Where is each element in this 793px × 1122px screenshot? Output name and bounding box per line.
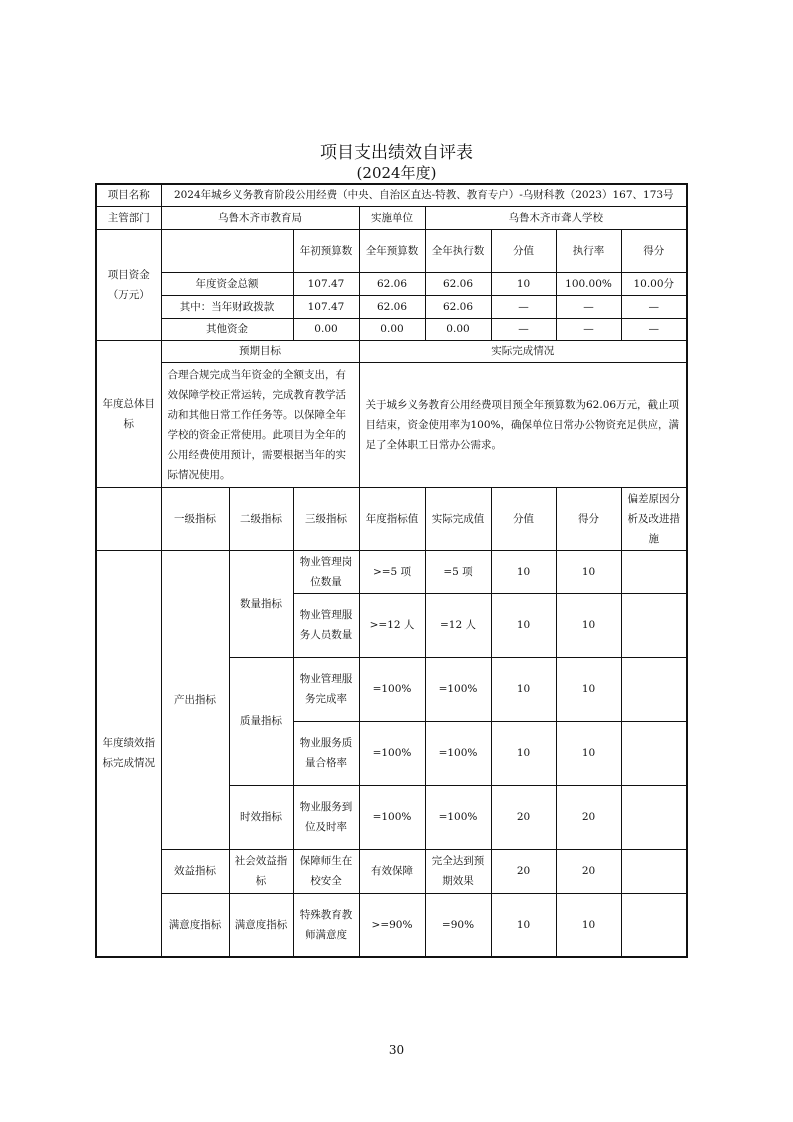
level3-indicator: 物业管理服务人员数量 (293, 593, 359, 657)
funds-header: 分值 (491, 229, 556, 272)
deviation-note (621, 550, 687, 593)
level3-indicator: 物业管理服务完成率 (293, 657, 359, 721)
funds-cell: 62.06 (425, 272, 491, 295)
funds-cell: 0.00 (359, 318, 425, 340)
actual-value: =5 项 (425, 550, 491, 593)
funds-cell: 10.00分 (621, 272, 687, 295)
score: 20 (556, 849, 621, 893)
deviation-note (621, 849, 687, 893)
deviation-note (621, 893, 687, 957)
impl-value: 乌鲁木齐市聋人学校 (425, 206, 687, 229)
funds-cell: 0.00 (425, 318, 491, 340)
funds-row (96, 318, 687, 340)
funds-header-row (96, 229, 687, 272)
score: 10 (556, 657, 621, 721)
indicator-row (96, 550, 687, 593)
funds-row-name: 其中：当年财政拨款 (161, 295, 293, 318)
funds-header: 全年预算数 (359, 229, 425, 272)
funds-header: 得分 (621, 229, 687, 272)
project-name-value: 2024年城乡义务教育阶段公用经费（中央、自治区直达-特教、教育专户）-乌财科教（2023）167、173号 (161, 184, 687, 206)
score-value: 10 (491, 657, 556, 721)
level2-indicator: 质量指标 (229, 657, 293, 785)
funds-row (96, 295, 687, 318)
score-value: 10 (491, 593, 556, 657)
funds-cell: 62.06 (359, 272, 425, 295)
funds-cell: 100.00% (556, 272, 621, 295)
deviation-note (621, 657, 687, 721)
target-value: >=90% (359, 893, 425, 957)
deviation-note (621, 721, 687, 785)
score-value: 10 (491, 893, 556, 957)
impl-label: 实施单位 (359, 206, 425, 229)
indicator-row (96, 849, 687, 893)
deviation-note (621, 593, 687, 657)
indicator-header: 偏差原因分析及改进措施 (621, 487, 687, 550)
document-title: 项目支出绩效自评表 (320, 143, 473, 163)
level2-indicator: 数量指标 (229, 550, 293, 657)
score-value: 20 (491, 785, 556, 849)
actual-value: =100% (425, 657, 491, 721)
score-value: 20 (491, 849, 556, 893)
actual-goal-text: 关于城乡义务教育公用经费项目预全年预算数为62.06万元，截止项目结束，资金使用率为100%，确保单位日常办公物资充足供应，满足了全体职工日常办公需求。 (359, 362, 687, 487)
indicator-header: 分值 (491, 487, 556, 550)
funds-cell: — (621, 318, 687, 340)
target-value: =100% (359, 785, 425, 849)
target-value: =100% (359, 721, 425, 785)
actual-value: =100% (425, 785, 491, 849)
score-value: 10 (491, 721, 556, 785)
goals-header-row (96, 340, 687, 362)
level2-indicator: 社会效益指标 (229, 849, 293, 893)
indicator-header: 一级指标 (161, 487, 229, 550)
funds-cell: 62.06 (425, 295, 491, 318)
indicator-header: 三级指标 (293, 487, 359, 550)
level3-indicator: 特殊教育教师满意度 (293, 893, 359, 957)
level2-indicator: 满意度指标 (229, 893, 293, 957)
project-name-row (96, 184, 687, 206)
target-value: >=12 人 (359, 593, 425, 657)
funds-cell: 0.00 (293, 318, 359, 340)
goals-content-row (96, 362, 687, 487)
performance-table (95, 183, 688, 958)
funds-row-name: 年度资金总额 (161, 272, 293, 295)
funds-header: 年初预算数 (293, 229, 359, 272)
indicator-header: 实际完成值 (425, 487, 491, 550)
funds-header: 执行率 (556, 229, 621, 272)
actual-value: 完全达到预期效果 (425, 849, 491, 893)
score: 10 (556, 893, 621, 957)
indicator-header-row (96, 487, 687, 550)
actual-value: =90% (425, 893, 491, 957)
target-value: 有效保障 (359, 849, 425, 893)
goals-label: 年度总体目标 (96, 340, 161, 487)
funds-cell: 10 (491, 272, 556, 295)
actual-value: =100% (425, 721, 491, 785)
funds-cell: — (491, 318, 556, 340)
score: 10 (556, 721, 621, 785)
score: 10 (556, 550, 621, 593)
dept-label: 主管部门 (96, 206, 161, 229)
indicator-header: 年度指标值 (359, 487, 425, 550)
indicator-header-blank (96, 487, 161, 550)
level1-indicator: 效益指标 (161, 849, 229, 893)
level3-indicator: 物业管理岗位数量 (293, 550, 359, 593)
level3-indicator: 物业服务到位及时率 (293, 785, 359, 849)
score: 20 (556, 785, 621, 849)
funds-row (96, 272, 687, 295)
level1-indicator: 满意度指标 (161, 893, 229, 957)
level3-indicator: 物业服务质量合格率 (293, 721, 359, 785)
page-number: 30 (388, 1043, 405, 1057)
level1-indicator: 产出指标 (161, 550, 229, 849)
indicator-row (96, 893, 687, 957)
dept-value: 乌鲁木齐市教育局 (161, 206, 359, 229)
score-value: 10 (491, 550, 556, 593)
actual-goal-header: 实际完成情况 (359, 340, 687, 362)
indicators-label: 年度绩效指标完成情况 (96, 550, 161, 957)
project-name-label: 项目名称 (96, 184, 161, 206)
indicator-header: 二级指标 (229, 487, 293, 550)
deviation-note (621, 785, 687, 849)
level2-indicator: 时效指标 (229, 785, 293, 849)
funds-cell: — (621, 295, 687, 318)
funds-row-name: 其他资金 (161, 318, 293, 340)
funds-cell: — (491, 295, 556, 318)
target-value: >=5 项 (359, 550, 425, 593)
funds-cell: — (556, 318, 621, 340)
expected-goal-header: 预期目标 (161, 340, 359, 362)
funds-cell: 107.47 (293, 272, 359, 295)
funds-header: 全年执行数 (425, 229, 491, 272)
funds-header-blank (161, 229, 293, 272)
indicator-header: 得分 (556, 487, 621, 550)
target-value: =100% (359, 657, 425, 721)
funds-cell: 107.47 (293, 295, 359, 318)
expected-goal-text: 合理合规完成当年资金的全额支出，有效保障学校正常运转，完成教育教学活动和其他日常工作任务等。以保障全年学校的资金正常使用。此项目为全年的公用经费使用预计，需要根据当年的实际情况使用。 (161, 362, 359, 487)
funds-cell: — (556, 295, 621, 318)
score: 10 (556, 593, 621, 657)
level3-indicator: 保障师生在校安全 (293, 849, 359, 893)
actual-value: =12 人 (425, 593, 491, 657)
funds-label: 项目资金（万元） (96, 229, 161, 340)
dept-row (96, 206, 687, 229)
funds-cell: 62.06 (359, 295, 425, 318)
document-subtitle: (2024年度) (356, 164, 437, 182)
